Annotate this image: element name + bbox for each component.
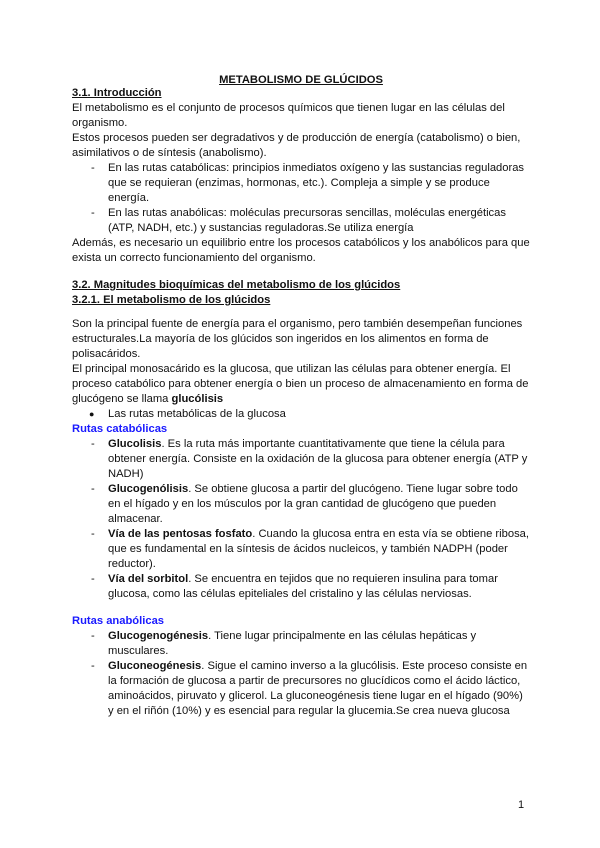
page-number: 1 xyxy=(518,799,525,811)
paragraph: El metabolismo es el conjunto de procesos químicos que tienen lugar en las células del organismo. xyxy=(72,102,505,129)
paragraph: Estos procesos pueden ser degradativos y de producción de energía (catabolismo) o bien, asimilativos o de síntesis (anabolismo). xyxy=(72,132,521,159)
list-item: - Gluconeogénesis. Sigue el camino inverso a la glucólisis. Este proceso consiste en la formación de glucosa a partir de precursores no glucídicos como el ácido láctico, aminoácidos, piruvato y glicerol. La gluconeogénesis tiene lugar en el hígado (90%) y en el riñón (10%) y es esencial para regular la glucemia.Se crea nueva glucosa xyxy=(91,660,528,717)
document-title: METABOLISMO DE GLÚCIDOS xyxy=(219,74,383,86)
anabolic-heading: Rutas anabólicas xyxy=(72,615,165,627)
list-item: - Vía del sorbitol. Se encuentra en tejidos que no requieren insulina para tomar glucosa, como las células epiteliales del cristalino y las células nerviosas. xyxy=(91,573,498,600)
document-page xyxy=(72,73,530,719)
list-item: - En las rutas anabólicas: moléculas precursoras sencillas, moléculas energéticas (ATP, NADH, etc.) y sustancias reguladoras.Se utiliza energía xyxy=(91,207,506,234)
subsection-heading-3-2-1: 3.2.1. El metabolismo de los glúcidos xyxy=(72,294,271,306)
dot-list xyxy=(72,407,530,422)
catabolic-list xyxy=(72,437,530,602)
catabolic-heading: Rutas catabólicas xyxy=(72,423,168,435)
paragraph: El principal monosacárido es la glucosa, que utilizan las células para obtener energía. El proceso catabólico para obtener energía o bien un proceso de almacenamiento en forma de glucógeno se llama glucólisis xyxy=(72,363,529,405)
list-item: - Glucogenólisis. Se obtiene glucosa a partir del glucógeno. Tiene lugar sobre todo en el hígado y en los músculos por la gran cantidad de glucógeno que pueden almacenar. xyxy=(91,483,518,525)
list-item: - Glucolisis. Es la ruta más importante cuantitativamente que tiene la célula para obtener energía. Consiste en la oxidación de la glucosa para obtener energía (ATP y NADH) xyxy=(91,438,528,480)
list-item: - En las rutas catabólicas: principios inmediatos oxígeno y las sustancias reguladoras que se requieran (enzimas, hormonas, etc.). Compleja a simple y se produce energía. xyxy=(91,162,525,204)
anabolic-list xyxy=(72,629,530,719)
list-item: ● Las rutas metabólicas de la glucosa xyxy=(89,408,286,420)
dash-list xyxy=(72,161,530,236)
section-heading-3-1: 3.1. Introducción xyxy=(72,87,162,99)
paragraph: Son la principal fuente de energía para el organismo, pero también desempeñan funciones estructurales.La mayoría de los glúcidos son ingeridos en los alimentos en forma de polisacáridos. xyxy=(72,318,523,360)
list-item: - Glucogenogénesis. Tiene lugar principalmente en las células hepáticas y musculares. xyxy=(91,630,477,657)
section-heading-3-2: 3.2. Magnitudes bioquímicas del metabolismo de los glúcidos xyxy=(72,279,401,291)
paragraph: Además, es necesario un equilibrio entre los procesos catabólicos y los anabólicos para que exista un correcto funcionamiento del organismo. xyxy=(72,237,530,264)
list-item: - Vía de las pentosas fosfato. Cuando la glucosa entra en esta vía se obtiene ribosa, que es fundamental en la síntesis de ácidos nucleicos, y también NADPH (poder reductor). xyxy=(91,528,530,570)
